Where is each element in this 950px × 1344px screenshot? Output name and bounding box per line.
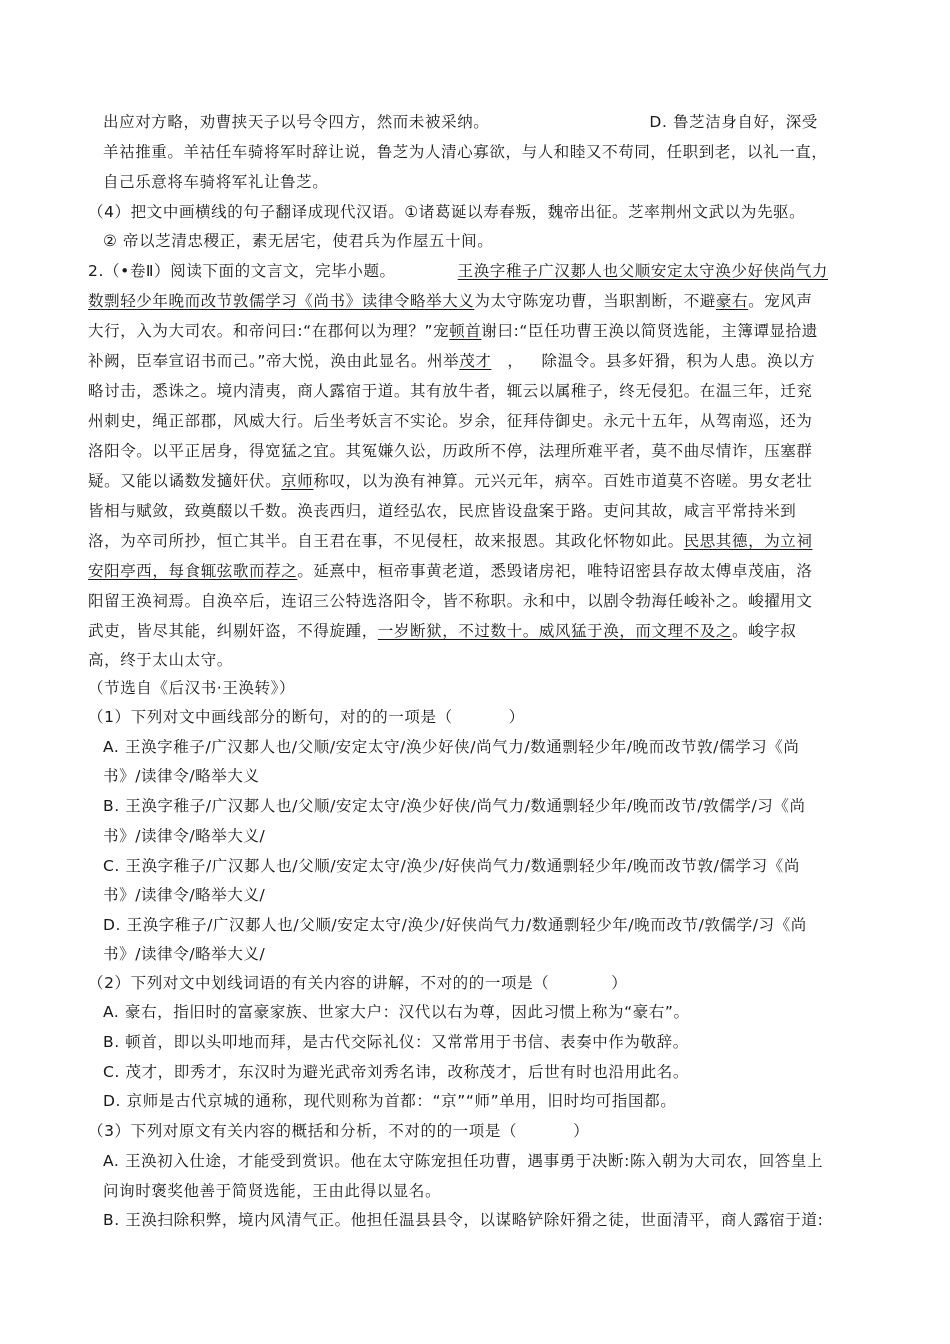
- text-span: 书》/读律令/略举大义: [103, 767, 260, 785]
- text-span: D. 王涣字稚子/广汉郪人也/父顺/安定太守/涣少/好侠尚气力/数通剽轻少年/晚而改节/敦儒学/习《尚: [103, 916, 807, 934]
- text-span: 。峻字叔: [732, 622, 797, 640]
- text-span: 书》/读律令/略举大义/: [103, 886, 266, 904]
- text-line: [103, 142, 828, 162]
- text-span: 补阙，臣奉宣诏书而己。”帝大悦，涣由此显名。州举: [88, 352, 460, 370]
- text-span: （节选自《后汉书·王涣转》）: [88, 679, 296, 697]
- underlined-text: 安阳亭西，每食辄弦歌而荐之: [88, 562, 298, 580]
- text-line: [103, 172, 328, 192]
- text-line: [103, 112, 818, 132]
- text-line: [103, 231, 493, 251]
- text-line: [103, 737, 799, 757]
- text-span: 大行，入为大司农。和帝问曰:“在郡何以为理？”宠: [88, 322, 450, 340]
- text-line: [88, 621, 796, 641]
- text-line: [88, 291, 813, 311]
- text-span: D. 鲁芝洁身自好，深受: [649, 113, 818, 131]
- text-line: [103, 1032, 689, 1052]
- text-line: [88, 591, 813, 611]
- text-span: ）: [611, 974, 628, 992]
- text-line: [103, 1151, 823, 1171]
- text-span: C. 王涣字稚子/广汉郪人也/父顺/安定太守/涣少/好侠尚气力/数通剽轻少年/晚而改节敦/儒学习《尚: [103, 857, 800, 875]
- text-span: A. 王涣字稚子/广汉郪人也/父顺/安定太守/涣少好侠/尚气力/数通剽轻少年/晚而改节敦/儒学习《尚: [103, 738, 800, 756]
- text-span: 洛，为卒司所抄，恒亡其半。自王君在事，不见侵枉，故来报恩。其政化怀物如此。: [88, 532, 684, 550]
- text-line: [88, 707, 525, 727]
- text-span: 自己乐意将车骑将军礼让鲁芝。: [103, 173, 329, 191]
- text-line: [103, 1181, 441, 1201]
- text-span: 洛阳令。以平正居身，得宽猛之宜。其冤嫌久讼，历政所不停，法理所难平者，莫不曲尽情诈，压塞群: [88, 442, 813, 460]
- text-line: [88, 321, 818, 341]
- text-span: ② 帝以芝清忠稷正，素无居宅，使君兵为作屋五十间。: [103, 232, 494, 250]
- text-span: C. 茂才，即秀才，东汉时为避光武帝刘秀名讳，改称茂才，后世有时也沿用此名。: [103, 1063, 689, 1081]
- text-line: [88, 531, 813, 551]
- text-span: B. 王涣扫除积弊，境内风清气正。他担任温县县令，以谋略铲除奸猾之徒，世面清平，商人露宿于道:: [103, 1211, 824, 1229]
- text-line: [88, 650, 233, 670]
- text-span: （4）把文中画横线的句子翻译成现代汉语。①诸葛诞以寿春叛，魏帝出征。芝率荆州文武以为先驱。: [88, 203, 806, 221]
- text-line: [103, 856, 800, 876]
- text-line: [88, 441, 813, 461]
- underlined-text: 茂才: [459, 352, 492, 370]
- text-span: 为太守陈宠功曹，当职割断，不避: [474, 292, 716, 310]
- text-span: 书》/读律令/略举大义/: [103, 827, 266, 845]
- text-span: A. 王涣初入仕途，才能受到赏识。他在太守陈宠担任功曹，遇事勇于决断:陈入朝为大司农，回答皇上: [103, 1152, 824, 1170]
- underlined-text: 民思其德，为立祠: [683, 532, 813, 550]
- text-span: 州刺史，绳正部郡，风威大行。后坐考妖言不实论。岁余，征拜侍御史。永元十五年，从驾南巡，还为: [88, 412, 813, 430]
- text-line: [88, 678, 295, 698]
- underlined-text: 京师: [281, 472, 314, 490]
- text-span: ）: [508, 708, 525, 726]
- text-span: （1）下列对文中画线部分的断句，对的的一项是（: [88, 708, 453, 726]
- text-span: 高，终于太山太守。: [88, 651, 233, 669]
- text-line: [103, 885, 265, 905]
- text-span: 2.（•卷Ⅱ）阅读下面的文言文，完毕小题。: [88, 262, 396, 280]
- text-span: B. 王涣字稚子/广汉郪人也/父顺/安定太守/涣少好侠/尚气力/数通剽轻少年/晚而改节/敦儒学/习《尚: [103, 797, 806, 815]
- text-line: [103, 766, 260, 786]
- text-line: [103, 915, 807, 935]
- text-span: ，: [507, 352, 524, 370]
- text-span: 谢曰:“臣任功曹王涣以简贤选能，主簿谭显拾遗: [481, 322, 818, 340]
- text-line: [103, 826, 265, 846]
- text-line: [88, 351, 815, 371]
- text-span: 阳留王涣祠焉。自涣卒后，连诏三公特选洛阳令，皆不称职。永和中，以剧令勃海任峻补之。峻擢用文: [88, 592, 813, 610]
- text-line: [88, 261, 828, 281]
- text-line: [88, 411, 813, 431]
- underlined-text: 顿首: [449, 322, 482, 340]
- text-line: [103, 1091, 676, 1111]
- text-span: D. 京师是古代京城的通称，现代则称为首都：“京”“师”单用，旧时均可指国都。: [103, 1092, 677, 1110]
- text-span: A. 豪右，指旧时的富豪家族、世家大户：汉代以右为尊，因此习惯上称为“豪右”。: [103, 1003, 690, 1021]
- underlined-text: 王涣字稚子广汉郪人也父顺安定太守涣少好侠尚气力: [457, 262, 828, 280]
- text-span: 。宠风声: [748, 292, 813, 310]
- text-span: （3）下列对原文有关内容的概括和分析，不对的的一项是（: [88, 1122, 518, 1140]
- text-line: [103, 1210, 823, 1230]
- text-span: 疑。又能以谲数发擿奸伏。: [88, 472, 282, 490]
- text-span: 略讨击，悉诛之。境内清夷，商人露宿于道。其有放牛者，辄云以属稚子，终无侵犯。在温三年，迁兖: [88, 382, 813, 400]
- text-line: [103, 1062, 689, 1082]
- text-span: 出应对方略，劝曹挟天子以号令四方，然而未被采纳。: [103, 113, 490, 131]
- text-line: [88, 973, 627, 993]
- underlined-text: 数剽轻少年晚而改节敦儒学习《尚书》读律令略举大义: [88, 292, 475, 310]
- text-span: ）: [573, 1122, 590, 1140]
- text-span: 除温令。县多奸猾，积为人患。涣以方: [541, 352, 816, 370]
- text-span: 。延熹中，桓帝事黄老道，悉毁诸房祀，唯特诏密县存故太傅卓茂庙，洛: [297, 562, 813, 580]
- text-span: 羊祜推重。羊祜任车骑将军时辞让说，鲁芝为人清心寡欲，与人和睦又不苟同，任职到老，以礼一直，: [103, 143, 828, 161]
- text-line: [88, 471, 813, 491]
- text-span: 皆相与赋敛，致奠醊以千数。涣丧西归，道经弘农，民庶皆设盘案于路。吏问其故，咸言平常持米到: [88, 502, 797, 520]
- text-line: [88, 381, 813, 401]
- text-span: 问询时褒奖他善于简贤选能，王由此得以显名。: [103, 1182, 442, 1200]
- text-line: [103, 1002, 690, 1022]
- text-line: [88, 1121, 589, 1141]
- text-span: 称叹，以为涣有神算。元兴元年，病卒。百姓市道莫不咨嗟。男女老壮: [313, 472, 813, 490]
- text-span: （2）下列对文中划线词语的有关内容的讲解，不对的的一项是（: [88, 974, 550, 992]
- underlined-text: 豪右: [715, 292, 749, 310]
- text-span: B. 顿首，即以头叩地而拜，是古代交际礼仪：又常常用于书信、表奏中作为敬辞。: [103, 1033, 689, 1051]
- text-line: [103, 796, 806, 816]
- text-span: 书》/读律令/略举大义/: [103, 945, 266, 963]
- text-line: [88, 501, 796, 521]
- text-line: [88, 561, 813, 581]
- underlined-text: 一岁断狱，不过数十。威风猛于涣，而文理不及之: [377, 622, 733, 640]
- text-line: [103, 944, 265, 964]
- text-line: [88, 202, 805, 222]
- text-span: 武吏，皆尽其能，纠剔奸盗，不得旋踵，: [88, 622, 378, 640]
